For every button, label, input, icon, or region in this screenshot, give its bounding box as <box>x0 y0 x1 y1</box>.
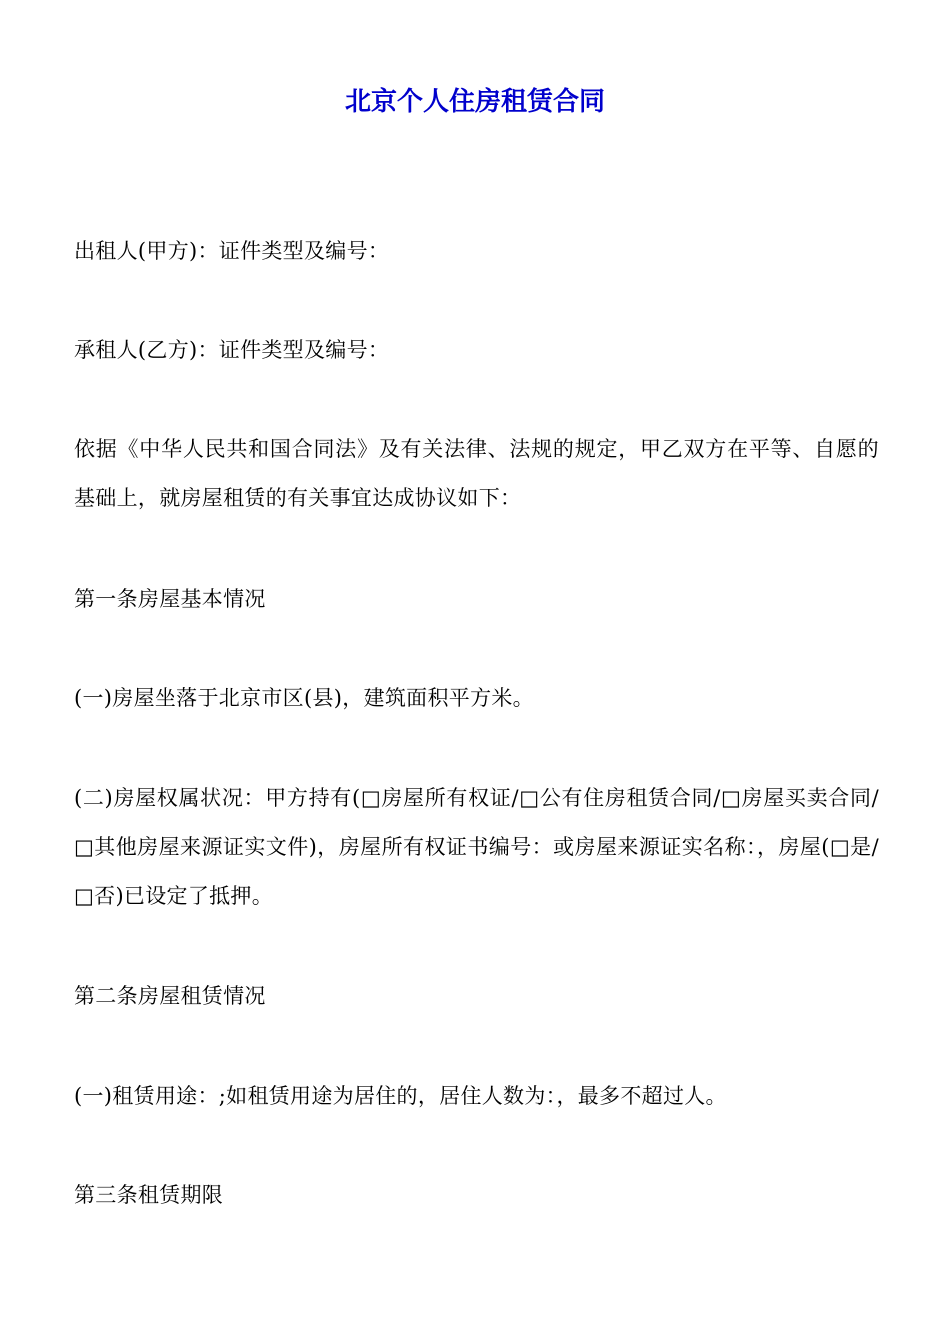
lessor-line: 出租人(甲方)：证件类型及编号： <box>74 239 390 263</box>
article-1-heading: 第一条房屋基本情况 <box>74 587 266 611</box>
lessee-line: 承租人(乙方)：证件类型及编号： <box>74 338 390 362</box>
document-title: 北京个人住房租赁合同 <box>344 87 605 117</box>
article-2-clause-1: (一)租赁用途：;如租赁用途为居住的，居住人数为：，最多不超过人。 <box>74 1084 727 1108</box>
preamble-paragraph: 依据《中华人民共和国合同法》及有关法律、法规的规定，甲乙双方在平等、自愿的基础上，就房屋租赁的有关事宜达成协议如下： <box>74 437 879 510</box>
article-1-clause-1: (一)房屋坐落于北京市区(县)，建筑面积平方米。 <box>74 686 534 710</box>
article-2-heading: 第二条房屋租赁情况 <box>74 984 266 1008</box>
article-3-heading: 第三条租赁期限 <box>74 1183 224 1207</box>
article-1-clause-2: (二)房屋权属状况：甲方持有(□房屋所有权证/□公有住房租赁合同/□房屋买卖合同/□其他房屋来源证实文件)，房屋所有权证书编号：或房屋来源证实名称：，房屋(□是/□否)已设定了抵押。 <box>74 786 879 908</box>
